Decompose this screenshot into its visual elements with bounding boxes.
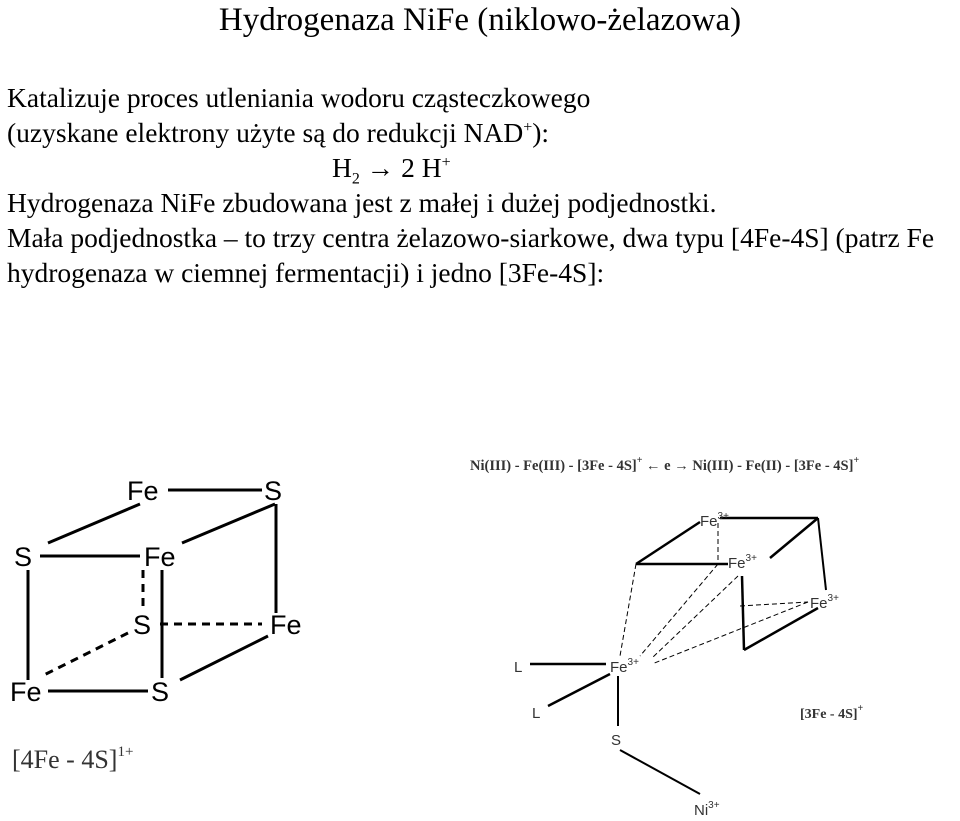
atom-s-bottom: S <box>151 677 170 707</box>
line-nad-text: (uzyskane elektrony użyte są do redukcji NAD <box>7 117 524 148</box>
redox-header-sup2: + <box>853 455 860 466</box>
eq-mid: → 2 H <box>359 152 442 183</box>
atom-ni3: $Ni^{3+}$ <box>694 800 720 819</box>
atom-fe3-top: $Fe^{3+}$ <box>700 511 729 530</box>
label-4fe4s-main: [4Fe - 4S] <box>12 745 118 774</box>
line-nad <box>7 115 957 150</box>
atom-fe3-main: $Fe^{3+}$ <box>610 657 639 676</box>
atom-fe-right: Fe <box>270 610 302 640</box>
eq-sub: 2 <box>351 170 360 188</box>
atom-fe-bottom: Fe <box>10 677 42 707</box>
cube-4fe4s <box>28 490 276 691</box>
label-4fe4s <box>12 744 133 774</box>
label-3fe4s-sup: + <box>857 703 864 714</box>
redox-header-sup1: + <box>636 455 643 466</box>
paragraph-small-subunit: Mała podjednostka – to trzy centra żelazowo-siarkowe, dwa typu [4Fe-4S] (patrz Fe hydrogenaza w ciemnej fermentacji) i jedno [3Fe-4S]: <box>7 222 935 288</box>
label-3fe4s-main: [3Fe - 4S] <box>800 707 858 722</box>
atom-fe3-right: $Fe^{3+}$ <box>810 593 839 612</box>
clusters-diagram <box>0 438 960 821</box>
redox-header <box>470 455 859 474</box>
atom-s-bridge: S <box>611 732 622 749</box>
line-nad-end: ): <box>532 117 550 148</box>
cube-dashed-bonds <box>42 570 262 676</box>
atom-fe-top: Fe <box>127 476 159 506</box>
eq-sup: + <box>441 153 451 171</box>
atom-fe-center: Fe <box>144 542 176 572</box>
reaction-equation <box>7 150 957 188</box>
redox-header-pre: Ni(III) - Fe(III) - [3Fe - 4S] <box>470 458 637 474</box>
label-4fe4s-sup: 1+ <box>117 744 134 760</box>
slide-body <box>7 80 957 290</box>
atom-s-top: S <box>264 476 283 506</box>
cluster-3fe4s <box>530 518 826 794</box>
label-3fe4s <box>800 703 864 722</box>
nad-charge: + <box>523 118 533 136</box>
redox-header-mid: ← e → Ni(III) - Fe(II) - [3Fe - 4S] <box>642 458 854 474</box>
paragraph-subunits: Hydrogenaza NiFe zbudowana jest z małej i dużej podjednostki. <box>7 187 717 218</box>
atom-s-left: S <box>14 542 33 572</box>
ligand-l2: L <box>532 705 541 722</box>
ligand-l1: L <box>514 659 523 676</box>
atom-s-mid: S <box>133 610 152 640</box>
line-catalysis: Katalizuje proces utleniania wodoru cząsteczkowego <box>7 82 591 113</box>
slide-title: Hydrogenaza NiFe (niklowo-żelazowa) <box>218 2 742 38</box>
eq-h: H <box>332 152 352 183</box>
atom-fe3-mid: $Fe^{3+}$ <box>728 553 757 572</box>
